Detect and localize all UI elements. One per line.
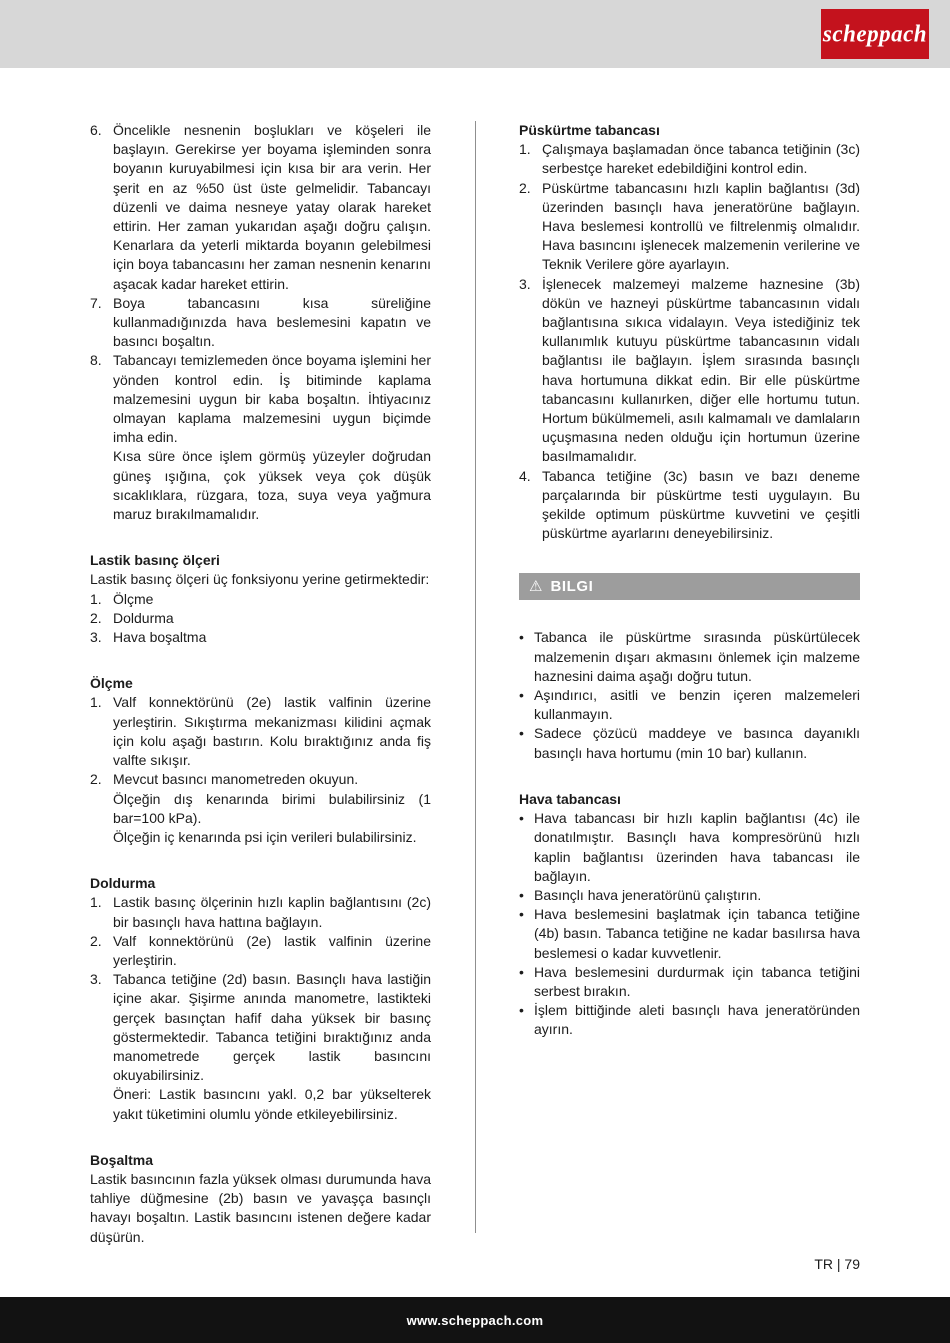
bullet-marker: •: [519, 1002, 524, 1019]
bullet-text: Aşındırıcı, asitli ve benzin içeren malzemeleri kullanmayın.: [534, 687, 860, 723]
numbered-item: [90, 590, 431, 609]
item-text: Ölçeğin dış kenarında birimi bulabilirsiniz (1 bar=100 kPa).: [113, 790, 431, 826]
numbered-item: [90, 351, 431, 447]
item-number: [90, 790, 113, 828]
bullet-text: Basınçlı hava jeneratörünü çalıştırın.: [534, 886, 762, 903]
column-divider: [475, 121, 476, 1233]
item-text: Doldurma: [113, 609, 174, 626]
numbered-item: [90, 893, 431, 931]
item-text: Ölçeğin iç kenarında psi için verileri bulabilirsiniz.: [113, 828, 417, 845]
item-text: Tabanca tetiğine (3c) basın ve bazı deneme parçalarında bir püskürtme testi uygulayın. Bu şekilde optimum püskürtme kuvvetini ve çeşitli püskürtme ayarlarını deneyebilirsiniz.: [542, 467, 860, 542]
numbered-item: [90, 609, 431, 628]
numbered-item: [90, 770, 431, 789]
bullet-marker: •: [519, 687, 524, 704]
numbered-item: [90, 693, 431, 770]
bullet-text: İşlem bittiğinde aleti basınçlı hava jeneratöründen ayırın.: [534, 1002, 860, 1038]
bullet-text: Sadece çözücü maddeye ve basınca dayanıklı basınçlı hava hortumu (min 10 bar) kullanın.: [534, 725, 860, 761]
item-number: [90, 447, 113, 524]
item-text: Çalışmaya başlamadan önce tabanca tetiğinin (3c) serbestçe hareket edebildiğini kontrol edin.: [542, 141, 860, 177]
item-number: 1.: [90, 590, 102, 607]
numbered-item: [519, 467, 860, 544]
warning-icon: ⚠: [529, 578, 543, 596]
continuation-paragraph: [90, 790, 431, 828]
section-heading-fill: Doldurma: [90, 875, 156, 892]
bullet-text: Hava beslemesini durdurmak için tabanca tetiğini serbest bırakın.: [534, 963, 860, 999]
numbered-item: [519, 140, 860, 178]
item-text: Hava boşaltma: [113, 629, 207, 646]
bullet-item: [519, 963, 860, 1001]
item-text: Öncelikle nesnenin boşlukları ve köşeleri ile başlayın. Gerekirse yer boyama işleminden sonra boyanın kuruyabilmesi için kısa bir ara verin. Her şerit en az %50 üst üste gelmelidir. Tabancayı düzenli ve daima nesneye yatay olarak hareket ettirin. Her zaman yukarıdan aşağı doğru çalışın. Kenarlara da yeterli miktarda boyanın gelebilmesi için boya tabancasını her zaman nesnenin kenarını aşacak kadar hareket ettirin.: [113, 122, 431, 292]
item-number: 1.: [90, 894, 102, 911]
item-text: Lastik basınç ölçerinin hızlı kaplin bağlantısını (2c) bir basınçlı hava hattına bağlayın.: [113, 894, 431, 930]
item-number: 1.: [90, 694, 102, 711]
item-number: [90, 828, 113, 847]
bullet-item: [519, 628, 860, 686]
numbered-item: [519, 275, 860, 467]
bullet-text: Tabanca ile püskürtme sırasında püskürtülecek malzemenin dışarı akmasını önlemek için malzeme haznesini daima aşağı doğru tutun.: [534, 629, 860, 684]
item-text: Boya tabancasını kısa süreliğine kullanmadığınızda hava beslemesini kapatın ve basıncı boşaltın.: [113, 294, 431, 350]
section-heading-measure: Ölçme: [90, 675, 133, 692]
continuation-paragraph: [90, 1085, 431, 1123]
info-banner: [519, 573, 860, 600]
left-column: [90, 121, 431, 1247]
item-number: 6.: [90, 122, 102, 138]
item-number: 3.: [519, 275, 531, 292]
bullet-marker: •: [519, 963, 524, 980]
gauge-intro-paragraph: Lastik basınç ölçeri üç fonksiyonu yerine getirmektedir:: [90, 571, 430, 588]
bullet-item: [519, 905, 860, 963]
bullet-item: [519, 809, 860, 886]
continuation-paragraph: [90, 447, 431, 524]
numbered-item: [90, 628, 431, 647]
item-number: 2.: [519, 179, 531, 196]
bullet-text: Hava tabancası bir hızlı kaplin bağlantısı (4c) ile donatılmıştır. Basınçlı hava kompresörünü hızlı kaplin bağlantısı üzerinden hava tabancası ile bağlayın.: [534, 810, 860, 884]
bullet-marker: •: [519, 629, 524, 646]
item-text: Ölçme: [113, 590, 154, 607]
right-column: [519, 121, 860, 1040]
item-text: Valf konnektörünü (2e) lastik valfinin üzerine yerleştirin. Sıkıştırma mekanizması kilidini açmak için kolu aşağı bastırın. Kolu bıraktığınız anda fiş valfte sıkışır.: [113, 694, 431, 769]
bullet-marker: •: [519, 810, 524, 827]
item-number: 2.: [90, 771, 102, 788]
item-text: Öneri: Lastik basıncını yakl. 0,2 bar yükselterek yakıt tüketimini olumlu yönde etkileyebilirsiniz.: [113, 1086, 431, 1122]
header-band: [0, 0, 950, 68]
section-heading-deflate: Boşaltma: [90, 1151, 154, 1168]
item-text: İşlenecek malzemeyi malzeme haznesine (3b) dökün ve hazneyi püskürtme tabancasının vidalı bağlantısına sıkıca vidalayın. Veya istediğiniz tek kullanımlık kutuyu püskürtme tabancasının vidalı bağlantısı ile bağlayın. İşlem sırasında basınçlı hava hortumuna dikkat edin. Bir elle püskürtme tabancasını kullanırken, diğer elle hortumu tutun. Hortum bükülmemeli, asılı kalmamalı ve damlaların uçuşmasına neden olduğu için hortumun üzerine basılmamalıdır.: [542, 275, 860, 465]
deflate-paragraph: Lastik basıncının fazla yüksek olması durumunda hava tahliye düğmesine (2b) basın ve yavaşça basınçlı havayı boşaltın. Lastik basıncını istenen değere kadar düşürün.: [90, 1170, 431, 1245]
item-number: 2.: [90, 609, 102, 626]
item-number: 4.: [519, 467, 531, 484]
item-text: Tabancayı temizlemeden önce boyama işlemini her yönden kontrol edin. İş bitiminde kaplama malzemesini uygun bir kaba boşaltın. İhtiyacınız olmayan kaplama malzemesini uygun biçimde imha edin.: [113, 352, 431, 446]
item-text: Mevcut basıncı manometreden okuyun.: [113, 771, 359, 788]
section-heading-spray-gun: Püskürtme tabancası: [519, 122, 660, 138]
numbered-item: [90, 970, 431, 1085]
bullet-item: [519, 686, 860, 724]
bullet-text: Hava beslemesini başlatmak için tabanca tetiğine (4b) basın. Tabanca tetiğine ne kadar basılırsa hava beslemesi o kadar kuvvetlenir.: [534, 906, 860, 961]
bullet-marker: •: [519, 725, 524, 742]
item-number: 1.: [519, 141, 531, 158]
item-text: Tabanca tetiğine (2d) basın. Basınçlı hava lastiğin içine akar. Şişirme anında manometre, lastikteki gerçek basınçtan hafif daha yüksek bir basınç göstermektedir. Tabanca tetiğini bıraktığınız anda manometrede gerçek lastik basıncını okuyabilirsiniz.: [113, 971, 431, 1084]
item-number: 3.: [90, 971, 102, 988]
section-heading-gauge: Lastik basınç ölçeri: [90, 552, 220, 569]
bullet-item: [519, 724, 860, 762]
item-text: Püskürtme tabancasını hızlı kaplin bağlantısı (3d) üzerinden basınçlı hava jeneratörüne bağlayın. Hava beslemesi kontrollü ve filtrelenmiş olmalıdır. Hava basıncını işlenecek malzemenin verilerine ve Teknik Verilere göre ayarlayın.: [542, 179, 860, 273]
item-text: Valf konnektörünü (2e) lastik valfinin üzerine yerleştirin.: [113, 932, 431, 968]
item-number: 8.: [90, 352, 102, 369]
footer-bar: [0, 1297, 950, 1343]
scheppach-logo-text: scheppach: [822, 20, 928, 47]
scheppach-logo: [821, 9, 929, 59]
bullet-marker: •: [519, 886, 524, 903]
item-number: 3.: [90, 629, 102, 646]
numbered-item: [519, 179, 860, 275]
bullet-marker: •: [519, 906, 524, 923]
item-text: Kısa süre önce işlem görmüş yüzeyler doğrudan güneş ışığına, çok yüksek veya çok düşük sıcaklıklara, rüzgara, toza, suya veya yağmura maruz bırakılmamalıdır.: [113, 448, 431, 523]
bullet-item: [519, 886, 860, 905]
footer-website: www.scheppach.com: [406, 1312, 544, 1328]
item-number: 2.: [90, 932, 102, 949]
numbered-item: [90, 121, 431, 294]
continuation-paragraph: [90, 828, 431, 847]
section-heading-air-gun: Hava tabancası: [519, 790, 621, 807]
item-number: 7.: [90, 294, 102, 311]
page-number: TR | 79: [814, 1256, 860, 1272]
numbered-item: [90, 294, 431, 352]
bullet-item: [519, 1001, 860, 1039]
item-number: [90, 1085, 113, 1123]
numbered-item: [90, 932, 431, 970]
info-banner-label: BILGI: [550, 578, 594, 596]
